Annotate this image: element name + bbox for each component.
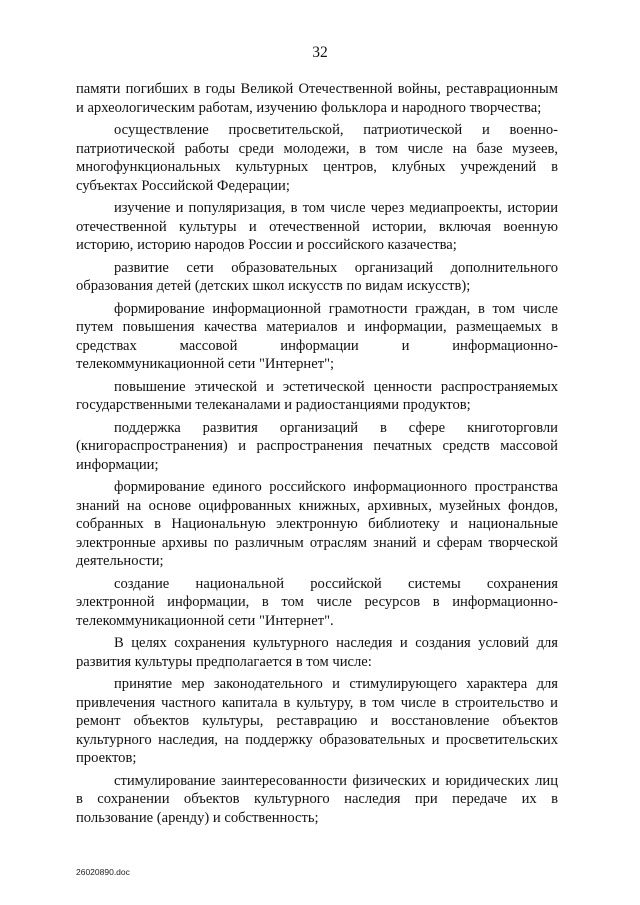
text-line: собранных в Национальную электронную библиотеку и национальные — [76, 516, 558, 532]
text-line: поддержка развития организаций в сфере книготорговли — [114, 419, 558, 436]
text-line: электронной информации, в том числе ресурсов в информационно- — [76, 594, 558, 610]
text-line: телекоммуникационной сети "Интернет"; — [76, 356, 335, 372]
text-line: осуществление просветительской, патриотической и военно- — [114, 122, 558, 138]
text-line: многофункциональных культурных центров, клубных учреждений в — [76, 159, 558, 175]
paragraph — [76, 575, 558, 631]
text-line: в сохранении объектов культурного наследия при передаче их в — [76, 791, 558, 807]
text-line: создание национальной российской системы сохранения — [114, 575, 558, 592]
text-line: образования детей (детских школ искусств по видам искусств); — [76, 278, 471, 294]
text-line: изучение и популяризация, в том числе через медиапроекты, истории — [114, 200, 558, 216]
text-line: знаний на основе оцифрованных книжных, архивных, музейных фондов, — [76, 497, 558, 514]
text-line: государственными телеканалами и радиостанциями продуктов; — [76, 397, 471, 413]
paragraph — [76, 634, 558, 671]
text-line: отечественной культуры и отечественной истории, включая военную — [76, 218, 558, 235]
text-line: электронные архивы по различным отраслям знаний и сферам творческой — [76, 534, 558, 551]
document-body — [76, 80, 558, 827]
paragraph — [76, 259, 558, 296]
paragraph — [76, 478, 558, 571]
text-line: путем повышения качества материалов и информации, размещаемых в — [76, 319, 558, 335]
text-line: культурного наследия, на поддержку образовательных и просветительских — [76, 731, 558, 748]
text-line: формирование информационной грамотности граждан, в том числе — [114, 300, 558, 317]
text-line: ремонт объектов культуры, реставрацию и восстановление объектов — [76, 713, 558, 729]
text-line: проектов; — [76, 750, 137, 766]
paragraph — [76, 199, 558, 255]
text-line: развития культуры предполагается в том числе: — [76, 653, 372, 670]
text-line: субъектах Российской Федерации; — [76, 177, 290, 194]
text-line: повышение этической и эстетической ценности распространяемых — [114, 378, 558, 395]
text-line: телекоммуникационной сети "Интернет". — [76, 612, 334, 629]
text-line: привлечения частного капитала в культуру, в том числе в строительство и — [76, 694, 558, 711]
text-line: принятие мер законодательного и стимулирующего характера для — [114, 676, 558, 692]
text-line: стимулирование заинтересованности физических и юридических лиц — [114, 772, 558, 789]
paragraph — [76, 378, 558, 415]
text-line: информации; — [76, 456, 159, 473]
text-line: средствах массовой информации и информационно- — [76, 337, 558, 354]
text-line: В целях сохранения культурного наследия и создания условий для — [114, 635, 558, 651]
paragraph — [76, 300, 558, 374]
text-line: пользование (аренду) и собственность; — [76, 809, 319, 826]
paragraph — [76, 772, 558, 828]
text-line: памяти погибших в годы Великой Отечественной войны, реставрационным — [76, 81, 558, 97]
paragraph — [76, 419, 558, 475]
text-line: историю, историю народов России и российского казачества; — [76, 237, 457, 253]
footer-filename: 26020890.doc — [76, 867, 130, 877]
page-number: 32 — [312, 44, 328, 61]
text-line: (книгораспространения) и распространения печатных средств массовой — [76, 438, 558, 454]
text-line: патриотической работы среди молодежи, в том числе на базе музеев, — [76, 140, 558, 157]
text-line: развитие сети образовательных организаций дополнительного — [114, 259, 558, 276]
text-line: деятельности; — [76, 553, 164, 569]
paragraph — [76, 675, 558, 768]
paragraph — [76, 121, 558, 195]
text-line: и археологическим работам, изучению фольклора и народного творчества; — [76, 99, 542, 116]
text-line: формирование единого российского информационного пространства — [114, 479, 558, 495]
paragraph — [76, 80, 558, 117]
